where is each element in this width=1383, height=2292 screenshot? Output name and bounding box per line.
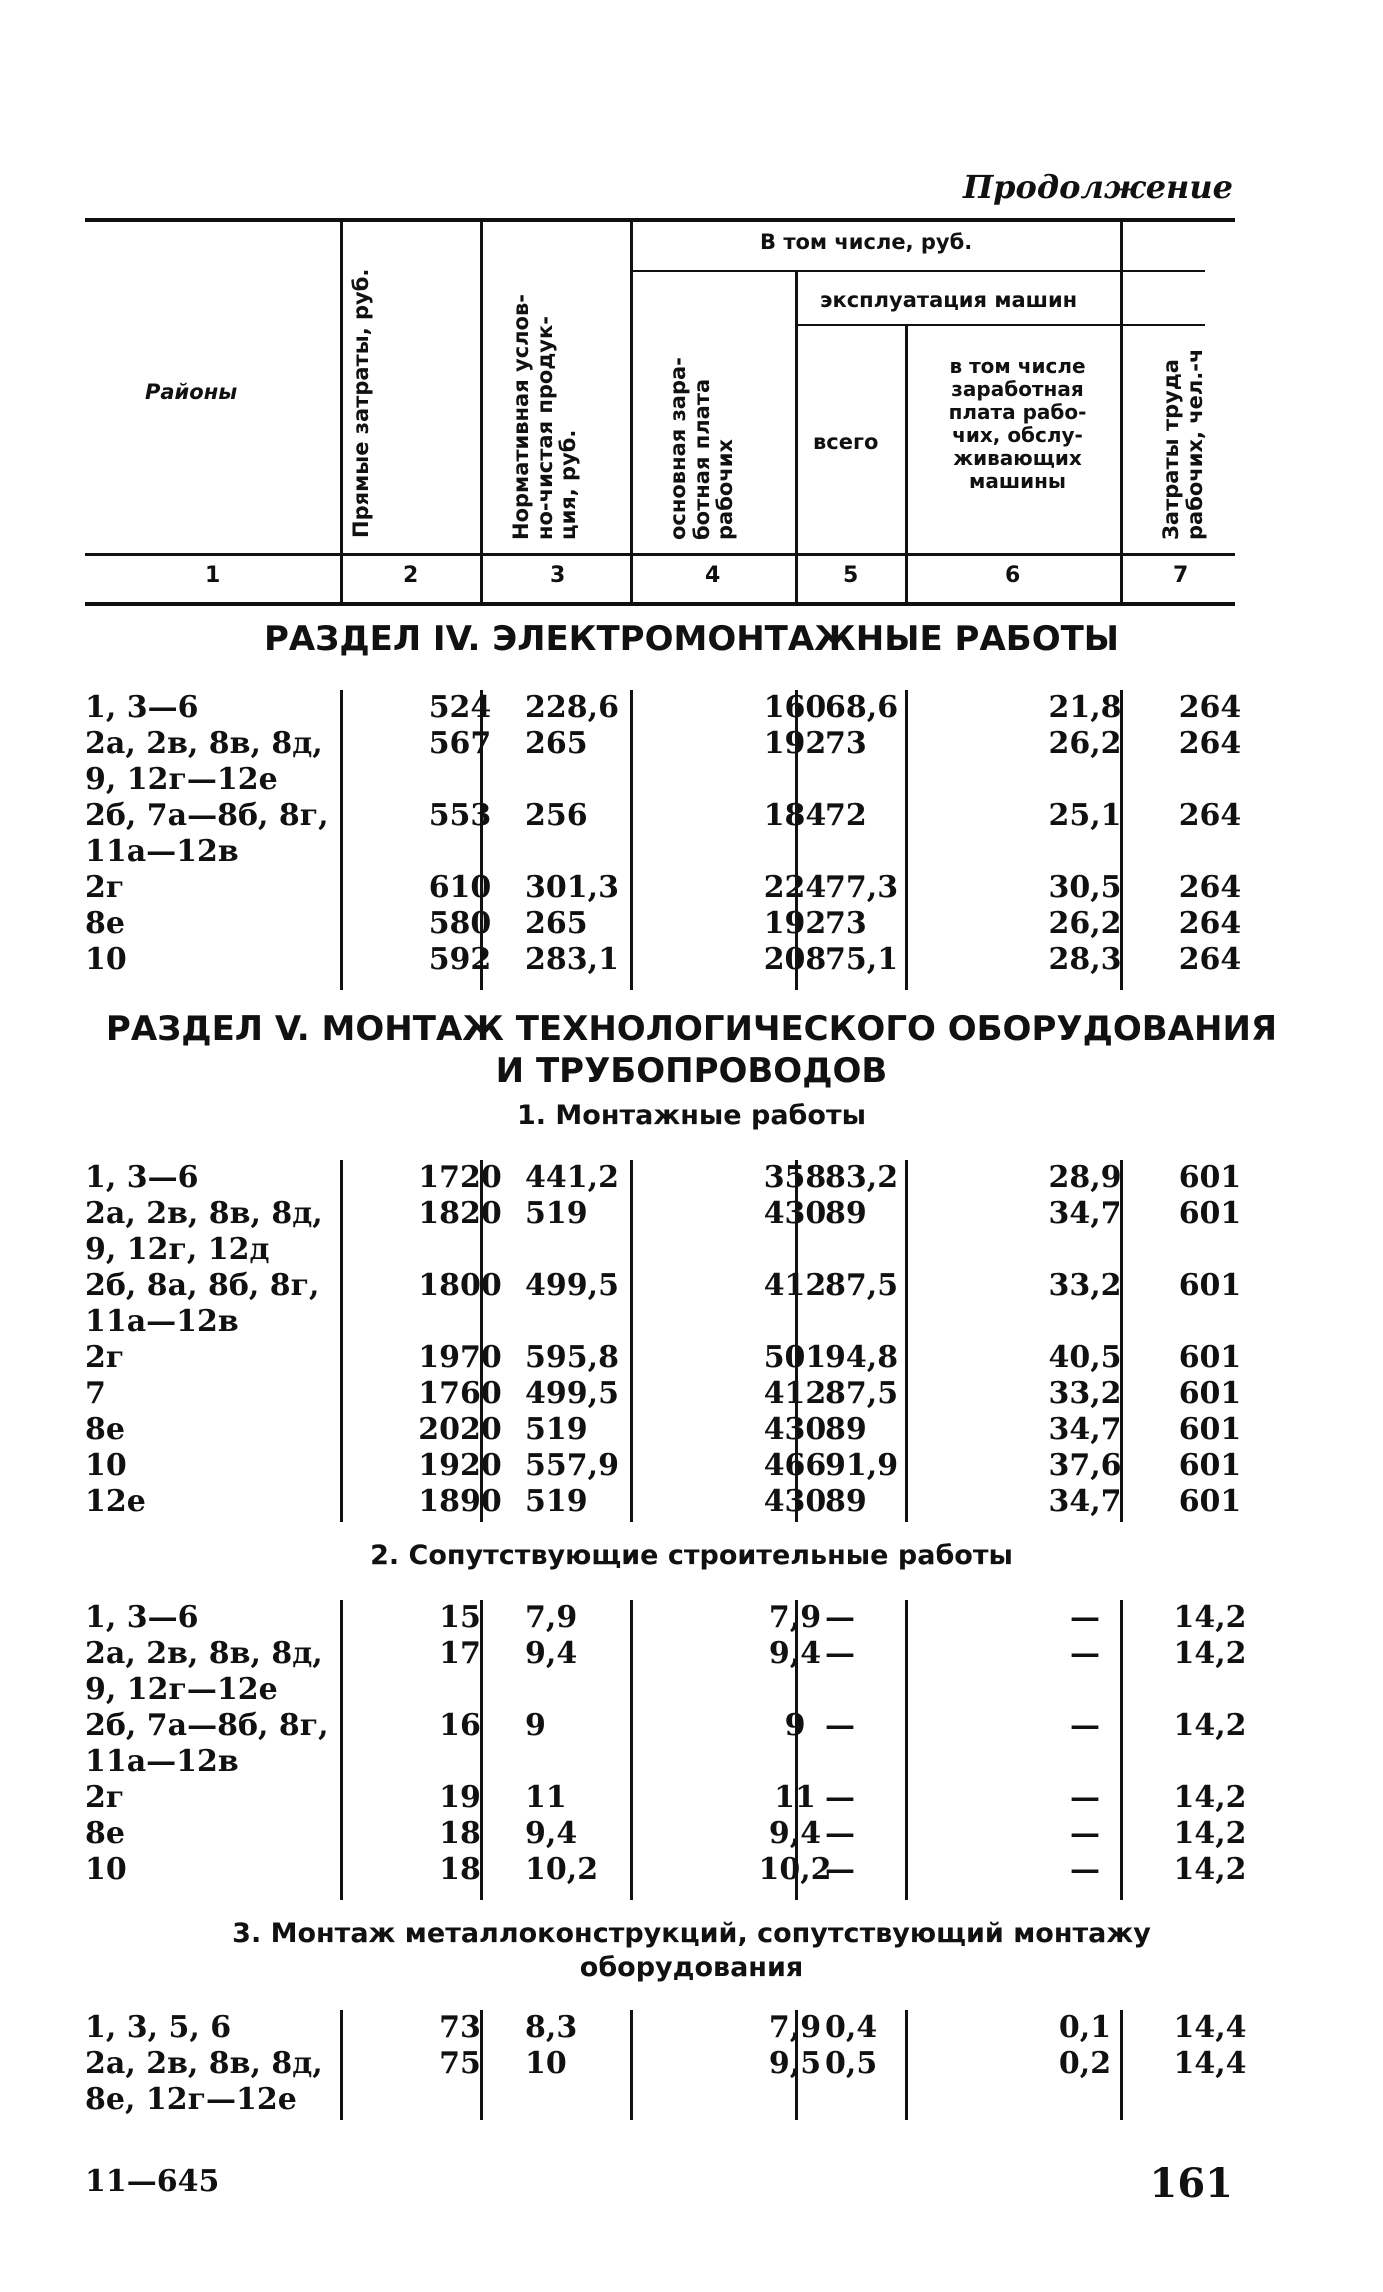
row-cell-c3: 499,5 [525,1268,619,1303]
row-cell-c4: 11 [774,1780,816,1815]
row-cell-c2: 75 [439,2046,481,2081]
row-cell-c7: 14,2 [1173,1708,1247,1743]
row-region: 2г [85,1340,125,1375]
table-row [85,1268,1242,1304]
header-col4-line: основная зара- [666,357,690,540]
row-cell-c5: 0,4 [825,2010,878,2045]
numbers-bottom-rule [85,602,1235,606]
row-cell-c4: 9,5 [768,2046,822,2081]
table-row [85,1636,1247,1672]
row-cell-c7: 601 [1178,1340,1242,1375]
header-col7 [1160,349,1207,540]
table-row [85,798,1242,834]
row-cell-c6: 34,7 [1048,1196,1122,1231]
row-cell-c3: 11 [525,1780,567,1815]
row-cell-c4: 358 [763,1160,827,1195]
header-col6-line: машины [968,469,1066,493]
row-cell-c6: 26,2 [1048,726,1122,761]
header-rayony: Районы [145,380,238,404]
row-cell-c4: 10,2 [758,1852,832,1887]
table-row [85,1304,1235,1340]
header-vline-1 [340,218,343,602]
subsection-2-title: 2. Сопутствующие строительные работы [370,1540,1013,1571]
row-cell-c5: 89 [825,1412,867,1447]
header-col6-line: в том числе [949,354,1086,378]
table-row [85,1672,1235,1708]
row-cell-c4: 224 [763,870,827,905]
row-cell-c6: 0,2 [1058,2046,1112,2081]
header-col3-line: Нормативная услов- [509,294,533,540]
row-cell-c4: 192 [763,906,827,941]
row-region: 8е [85,1412,125,1447]
row-cell-c6: — [1070,1600,1100,1635]
row-cell-c6: 30,5 [1048,870,1122,905]
col-number: 1 [205,563,221,588]
row-cell-c7: 601 [1178,1448,1242,1483]
row-region: 2б, 8а, 8б, 8г, [85,1268,320,1303]
col-number: 5 [843,563,859,588]
row-cell-c6: 26,2 [1048,906,1122,941]
table-row [85,1484,1242,1520]
row-cell-c7: 264 [1178,906,1242,941]
row-region: 2а, 2в, 8в, 8д, [85,1636,323,1671]
section-4-title: РАЗДЕЛ IV. ЭЛЕКТРОМОНТАЖНЫЕ РАБОТЫ [263,619,1120,659]
row-cell-c7: 14,2 [1173,1600,1247,1635]
row-cell-c4: 208 [763,942,827,977]
row-cell-c5: 0,5 [825,2046,878,2081]
row-cell-c3: 595,8 [525,1340,619,1375]
row-cell-c5: — [825,1708,855,1743]
row-region: 2а, 2в, 8в, 8д, [85,1196,323,1231]
row-cell-c7: 601 [1178,1196,1242,1231]
row-cell-c5: 94,8 [825,1340,899,1375]
row-cell-c7: 14,4 [1173,2046,1247,2081]
row-cell-c3: 301,3 [525,870,619,905]
row-cell-c3: 265 [525,906,588,941]
header-vline-2 [480,218,483,602]
row-cell-c7: 601 [1178,1484,1242,1519]
row-cell-c4: 466 [763,1448,827,1483]
row-cell-c2: 553 [428,798,492,833]
row-cell-c5: 89 [825,1484,867,1519]
row-region: 10 [85,942,127,977]
row-cell-c3: 8,3 [525,2010,578,2045]
row-cell-c2: 18 [439,1816,481,1851]
table-row [85,1448,1242,1484]
row-region: 1, 3—6 [85,1160,199,1195]
table-row [85,1600,1247,1636]
row-region: 8е [85,906,125,941]
row-cell-c2: 567 [428,726,492,761]
row-region: 10 [85,1852,127,1887]
row-cell-c4: 184 [763,798,827,833]
row-region: 8е, 12г—12е [85,2082,297,2117]
row-cell-c4: 160 [763,690,827,725]
header-bottom-rule [85,553,1235,556]
page-number: 161 [1149,2160,1233,2207]
row-cell-c2: 19 [439,1780,481,1815]
table-row [85,726,1242,762]
row-cell-c7: 264 [1178,942,1242,977]
col-number: 4 [705,563,721,588]
group-rule [630,270,1205,272]
row-cell-c4: 412 [763,1268,827,1303]
header-col2 [350,269,374,538]
row-cell-c5: 83,2 [825,1160,899,1195]
row-cell-c2: 1920 [418,1448,502,1483]
table-row [85,2046,1247,2082]
row-cell-c3: 9 [525,1708,546,1743]
row-cell-c6: 28,3 [1048,942,1122,977]
table-row [85,942,1242,978]
row-cell-c6: — [1070,1708,1100,1743]
row-cell-c6: 37,6 [1048,1448,1122,1483]
row-cell-c3: 283,1 [525,942,619,977]
row-cell-c7: 264 [1178,690,1242,725]
row-region: 9, 12г, 12д [85,1232,270,1267]
row-region: 10 [85,1448,127,1483]
row-cell-c4: 9 [784,1708,806,1743]
row-cell-c5: — [825,1852,855,1887]
row-cell-c2: 73 [439,2010,481,2045]
row-cell-c5: 77,3 [825,870,899,905]
table-row [85,870,1242,906]
header-col6 [915,355,1120,493]
row-cell-c3: 499,5 [525,1376,619,1411]
row-cell-c6: 0,1 [1058,2010,1112,2045]
row-cell-c6: 40,5 [1048,1340,1122,1375]
row-cell-c7: 601 [1178,1268,1242,1303]
row-cell-c2: 1720 [418,1160,502,1195]
row-cell-c7: 14,2 [1173,1816,1247,1851]
section-5-title-line2: И ТРУБОПРОВОДОВ [495,1051,888,1091]
table-header [85,218,1235,614]
header-vline-3 [630,218,633,602]
row-region: 11а—12в [85,1304,239,1339]
row-cell-c5: 75,1 [825,942,899,977]
row-cell-c4: 9,4 [768,1636,822,1671]
table-row [85,1412,1242,1448]
row-cell-c2: 2020 [418,1412,502,1447]
row-cell-c5: — [825,1600,855,1635]
row-cell-c6: 21,8 [1048,690,1122,725]
table-row [85,2082,1235,2118]
row-cell-c6: — [1070,1780,1100,1815]
row-cell-c5: 91,9 [825,1448,899,1483]
row-cell-c7: 264 [1178,726,1242,761]
row-cell-c3: 557,9 [525,1448,619,1483]
row-region: 8е [85,1816,125,1851]
row-region: 2г [85,870,125,905]
row-region: 11а—12в [85,834,239,869]
header-col4-line: рабочих [713,439,738,540]
row-region: 1, 3—6 [85,1600,199,1635]
row-cell-c6: — [1070,1816,1100,1851]
table-row [85,1232,1235,1268]
table-row [85,1196,1242,1232]
header-group: В том числе, руб. [760,230,973,254]
header-col6-line: живающих [953,446,1082,470]
row-region: 2г [85,1780,125,1815]
row-cell-c4: 430 [763,1196,827,1231]
row-cell-c2: 1970 [418,1340,502,1375]
header-col4-line: ботная плата [689,378,714,540]
row-cell-c3: 7,9 [525,1600,578,1635]
subgroup-rule [795,324,1205,326]
row-cell-c6: 34,7 [1048,1412,1122,1447]
row-cell-c6: 33,2 [1048,1268,1122,1303]
row-cell-c7: 14,2 [1173,1852,1247,1887]
row-cell-c3: 519 [525,1484,588,1519]
row-cell-c5: 89 [825,1196,867,1231]
row-cell-c5: — [825,1780,855,1815]
row-cell-c4: 412 [763,1376,827,1411]
header-vline-5 [905,324,908,602]
row-cell-c5: 72 [825,798,867,833]
row-cell-c2: 1760 [418,1376,502,1411]
row-cell-c3: 256 [525,798,588,833]
continuation-label: Продолжение [962,168,1233,206]
row-cell-c4: 192 [763,726,827,761]
row-region: 2а, 2в, 8в, 8д, [85,726,323,761]
row-cell-c6: — [1070,1852,1100,1887]
header-col3-line: ция, руб. [556,429,581,540]
header-col6-line: заработная [951,377,1084,401]
table-row [85,1708,1247,1744]
row-cell-c3: 10 [525,2046,567,2081]
table-row [85,1376,1242,1412]
row-cell-c6: 33,2 [1048,1376,1122,1411]
printer-signature: 11—645 [85,2164,220,2199]
row-region: 2б, 7а—8б, 8г, [85,798,329,833]
row-cell-c7: 601 [1178,1160,1242,1195]
row-cell-c4: 430 [763,1412,827,1447]
header-col7-line: Затраты труда [1159,359,1183,540]
row-cell-c2: 1890 [418,1484,502,1519]
col-number: 6 [1005,563,1021,588]
row-cell-c2: 15 [439,1600,481,1635]
row-cell-c3: 10,2 [525,1852,599,1887]
row-cell-c5: 87,5 [825,1376,899,1411]
header-col6-line: чих, обслу- [952,423,1083,447]
header-col2-text: Прямые затраты, руб. [349,268,373,538]
row-cell-c3: 265 [525,726,588,761]
row-cell-c3: 519 [525,1196,588,1231]
header-vline-4 [795,270,798,602]
table-row [85,690,1242,726]
row-cell-c5: 87,5 [825,1268,899,1303]
row-cell-c2: 524 [428,690,492,725]
subsection-2-table [85,1600,1247,1900]
row-region: 2а, 2в, 8в, 8д, [85,2046,323,2081]
section-4-table [85,690,1242,990]
row-cell-c6: — [1070,1636,1100,1671]
row-cell-c6: 34,7 [1048,1484,1122,1519]
row-region: 7 [85,1376,106,1411]
table-row [85,1160,1242,1196]
row-region: 12е [85,1484,146,1519]
header-col6-line: плата рабо- [948,400,1087,424]
row-cell-c2: 610 [428,870,492,905]
row-cell-c7: 14,2 [1173,1636,1247,1671]
col-number: 3 [550,563,566,588]
table-row [85,906,1242,942]
header-subgroup: эксплуатация машин [820,288,1078,312]
row-cell-c2: 16 [439,1708,481,1743]
subsection-3-title-line2: оборудования [579,1952,804,1983]
table-row [85,1816,1247,1852]
row-region: 1, 3, 5, 6 [85,2010,232,2045]
subsection-3-table [85,2010,1247,2120]
row-cell-c4: 430 [763,1484,827,1519]
table-row [85,1744,1235,1780]
table-row [85,762,1235,798]
row-cell-c6: 25,1 [1048,798,1122,833]
row-cell-c3: 441,2 [525,1160,619,1195]
row-cell-c7: 14,2 [1173,1780,1247,1815]
header-col4 [667,357,738,540]
row-cell-c2: 592 [428,942,492,977]
table-row [85,1852,1247,1888]
row-cell-c2: 17 [439,1636,481,1671]
header-col5: всего [813,430,879,454]
row-cell-c3: 9,4 [525,1636,578,1671]
header-col3 [510,294,581,540]
header-col3-line: но-чистая продук- [532,316,557,540]
row-cell-c3: 519 [525,1412,588,1447]
row-cell-c5: 73 [825,906,867,941]
row-cell-c5: 68,6 [825,690,899,725]
row-cell-c7: 264 [1178,870,1242,905]
row-cell-c7: 601 [1178,1376,1242,1411]
subsection-1-table [85,1160,1242,1522]
row-cell-c4: 7,9 [768,1600,822,1635]
col-number: 2 [403,563,419,588]
row-cell-c4: 501 [763,1340,827,1375]
row-cell-c4: 7,9 [768,2010,822,2045]
header-col7-line: рабочих, чел.-ч [1182,348,1207,540]
row-cell-c5: — [825,1636,855,1671]
row-cell-c5: — [825,1816,855,1851]
row-cell-c2: 580 [428,906,492,941]
row-region: 1, 3—6 [85,690,199,725]
row-cell-c6: 28,9 [1048,1160,1122,1195]
table-row [85,2010,1247,2046]
section-5-title-line1: РАЗДЕЛ V. МОНТАЖ ТЕХНОЛОГИЧЕСКОГО ОБОРУДОВАНИЯ [105,1009,1278,1049]
col-number: 7 [1173,563,1189,588]
row-region: 11а—12в [85,1744,239,1779]
table-row [85,1340,1242,1376]
subsection-3-title-line1: 3. Монтаж металлоконструкций, сопутствующий монтажу [232,1918,1151,1949]
row-cell-c2: 1800 [418,1268,502,1303]
row-region: 9, 12г—12е [85,1672,278,1707]
header-vline-6 [1120,218,1123,602]
row-region: 2б, 7а—8б, 8г, [85,1708,329,1743]
row-region: 9, 12г—12е [85,762,278,797]
row-cell-c4: 9,4 [768,1816,822,1851]
row-cell-c2: 18 [439,1852,481,1887]
subsection-1-title: 1. Монтажные работы [516,1100,867,1131]
table-row [85,1780,1247,1816]
row-cell-c3: 9,4 [525,1816,578,1851]
row-cell-c5: 73 [825,726,867,761]
table-row [85,834,1235,870]
header-top-rule [85,218,1235,222]
row-cell-c7: 264 [1178,798,1242,833]
row-cell-c3: 228,6 [525,690,619,725]
row-cell-c2: 1820 [418,1196,502,1231]
row-cell-c7: 14,4 [1173,2010,1247,2045]
row-cell-c7: 601 [1178,1412,1242,1447]
